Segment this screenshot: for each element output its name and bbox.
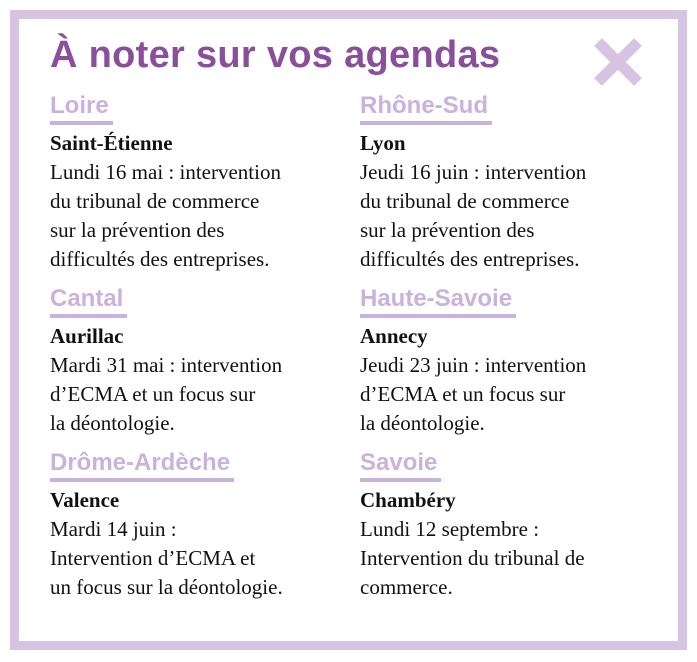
event-rhone-sud <box>360 91 660 284</box>
left-column <box>50 91 350 648</box>
city-name: Aurillac <box>50 324 124 348</box>
event-description: Lundi 16 mai : intervention du tribunal de commerce sur la prévention des difficultés des entreprises. <box>50 160 281 271</box>
event-drome-ardeche <box>50 448 350 648</box>
event-description: Jeudi 16 juin : intervention du tribunal de commerce sur la prévention des difficultés des entreprises. <box>360 160 587 271</box>
region-heading: Savoie <box>360 448 441 482</box>
region-heading: Loire <box>50 91 113 125</box>
page-title: À noter sur vos agendas <box>50 34 501 76</box>
city-name: Annecy <box>360 324 428 348</box>
close-x-icon <box>592 36 644 88</box>
event-loire <box>50 91 350 284</box>
city-name: Chambéry <box>360 488 456 512</box>
event-description: Mardi 14 juin : Intervention d’ECMA et un focus sur la déontologie. <box>50 517 283 599</box>
event-description: Lundi 12 septembre : Intervention du tribunal de commerce. <box>360 517 585 599</box>
event-description: Jeudi 23 juin : intervention d’ECMA et un focus sur la déontologie. <box>360 353 587 435</box>
region-heading: Cantal <box>50 284 127 318</box>
event-savoie <box>360 448 660 648</box>
city-name: Lyon <box>360 131 406 155</box>
region-heading: Haute-Savoie <box>360 284 516 318</box>
event-description: Mardi 31 mai : intervention d’ECMA et un focus sur la déontologie. <box>50 353 283 435</box>
city-name: Valence <box>50 488 120 512</box>
region-heading: Drôme-Ardèche <box>50 448 234 482</box>
region-heading: Rhône-Sud <box>360 91 492 125</box>
event-cantal <box>50 284 350 448</box>
event-haute-savoie <box>360 284 660 448</box>
city-name: Saint-Étienne <box>50 131 173 155</box>
right-column <box>360 91 660 648</box>
